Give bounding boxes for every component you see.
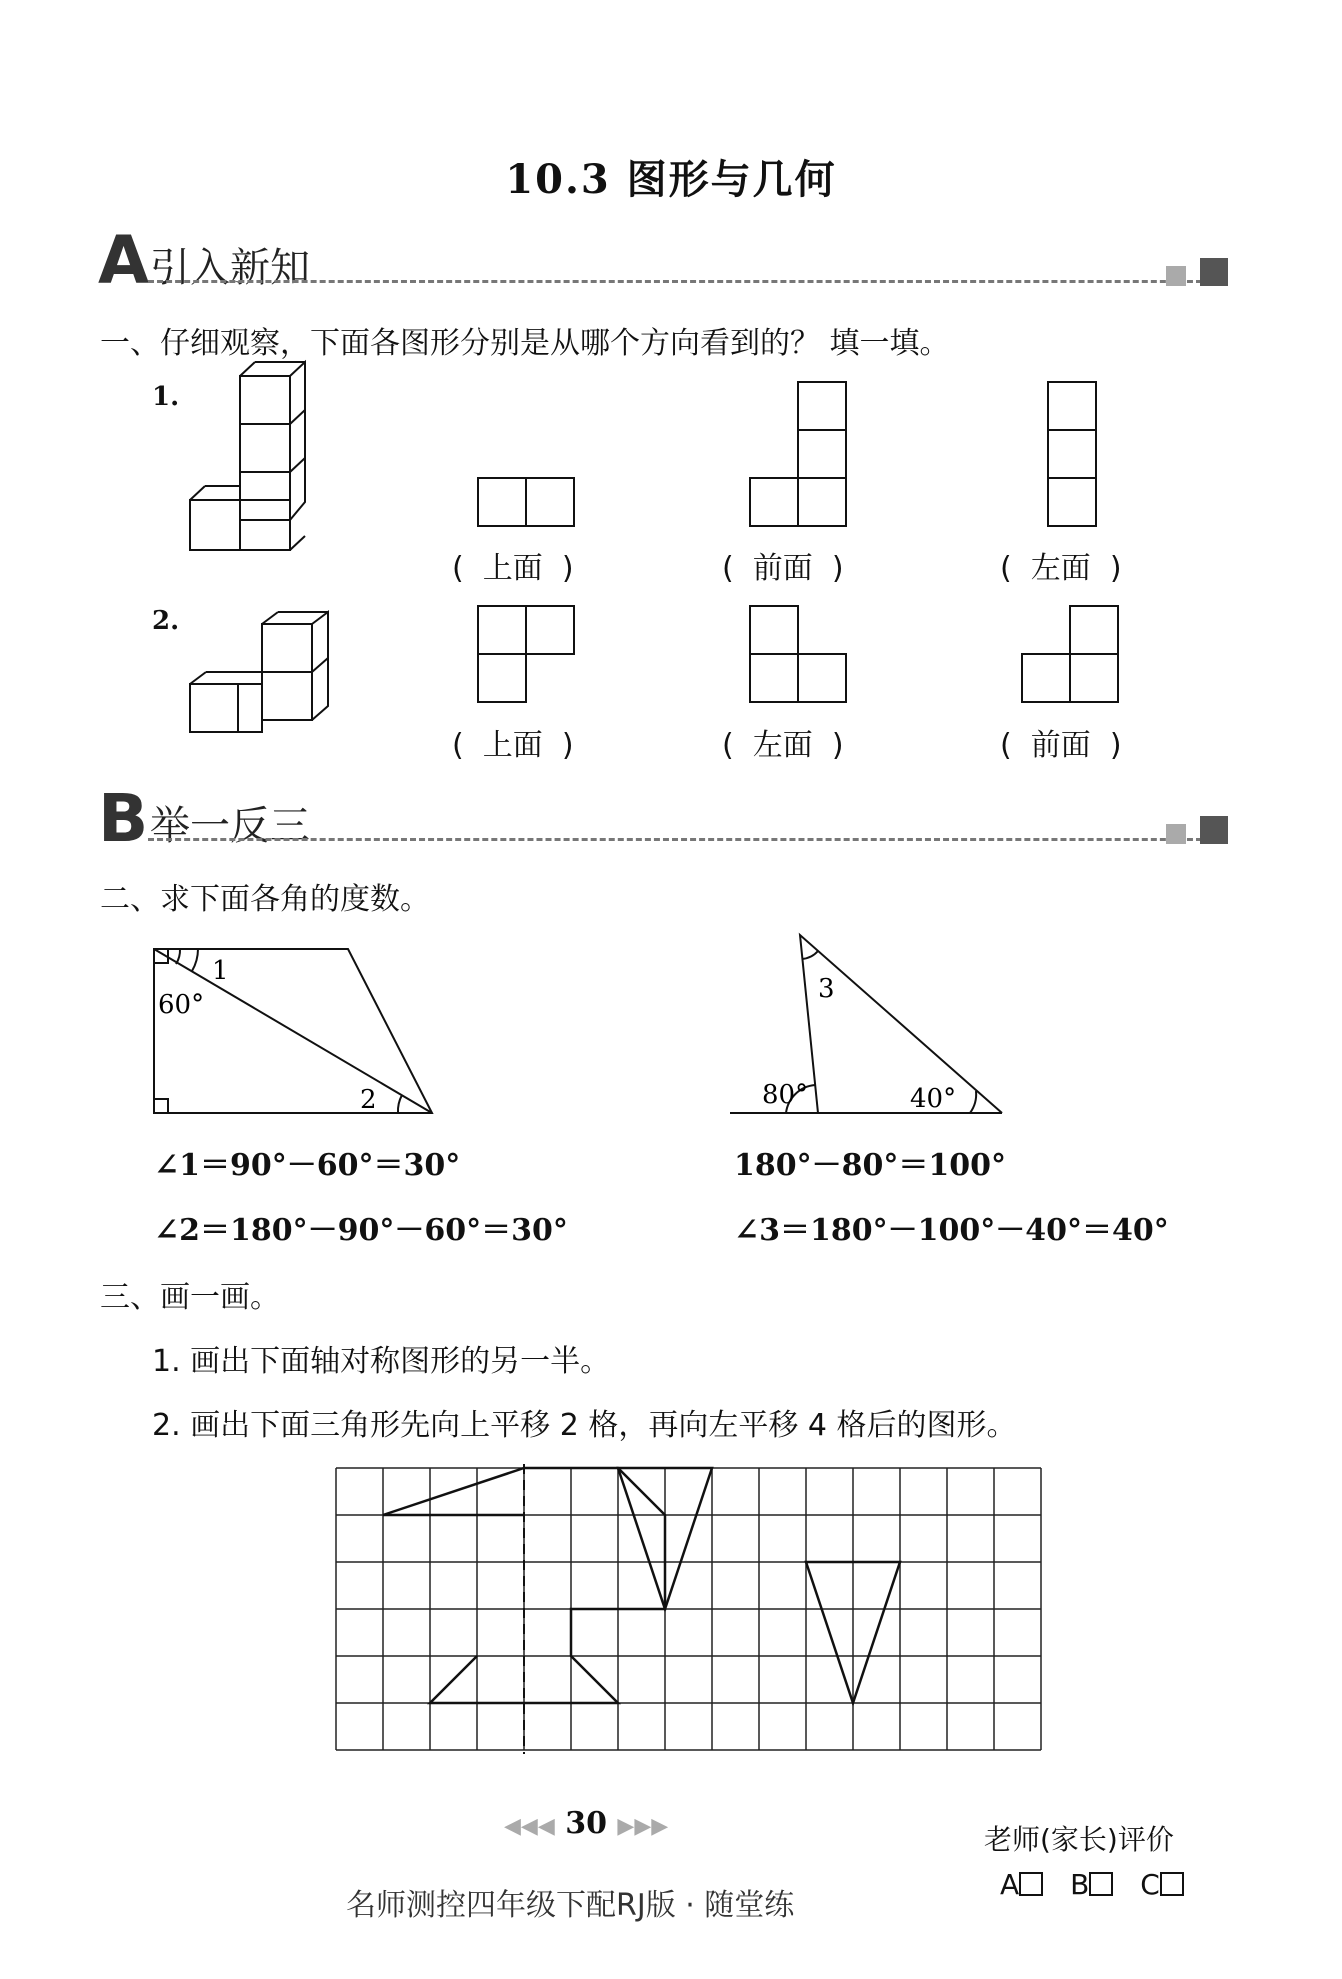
question-2-text: 二、求下面各角的度数。: [100, 882, 430, 917]
item-1-number: 1.: [152, 382, 180, 412]
angle-80-label: 80°: [762, 1080, 809, 1110]
section-a-header: [98, 222, 1228, 302]
equation-angle-2: ∠2＝180°－90°－60°＝30°: [154, 1213, 568, 1248]
answer-text: 前面: [752, 551, 813, 586]
section-a-letter: A: [98, 222, 150, 299]
angle-2-label: 2: [360, 1085, 377, 1115]
evaluation-grades: [1000, 1868, 1202, 1901]
prev-arrows-icon: ◀◀◀: [504, 1813, 555, 1839]
section-b-title: 举一反三: [150, 803, 310, 849]
answer-text: 左面: [752, 728, 813, 763]
grade-b-label: B: [1070, 1868, 1090, 1901]
item-2-view-top: [478, 606, 578, 706]
page-navigation: [504, 1806, 668, 1841]
question-3-text: 三、画一画。: [100, 1280, 280, 1315]
page-number: 30: [565, 1806, 607, 1841]
page-title: 10.3 图形与几何: [505, 156, 837, 203]
section-a-decor-square: [1166, 266, 1186, 286]
item-2-answer-3[interactable]: ( 前面 ): [1000, 728, 1122, 763]
book-footer: 名师测控四年级下配RJ版 · 随堂练: [346, 1888, 795, 1923]
section-b-decor-square: [1166, 824, 1186, 844]
item-2-answer-1[interactable]: ( 上面 ): [452, 728, 574, 763]
equation-angle-3: ∠3＝180°－100°－40°＝40°: [734, 1213, 1169, 1248]
item-2-cube-figure: [190, 612, 340, 742]
answer-text: 上面: [482, 551, 543, 586]
section-a-divider: [148, 280, 1202, 283]
item-1-view-top: [478, 478, 578, 530]
grade-c-checkbox[interactable]: [1160, 1872, 1184, 1896]
section-b-header: [98, 780, 1228, 860]
item-1-cube-figure: [190, 376, 310, 556]
answer-text: 左面: [1030, 551, 1091, 586]
question-3-sub-1: 1. 画出下面轴对称图形的另一半。: [152, 1344, 611, 1379]
item-1-answer-1[interactable]: ( 上面 ): [452, 551, 574, 586]
section-b-decor-square-dark: [1200, 816, 1228, 844]
equation-angle-1: ∠1＝90°－60°＝30°: [154, 1148, 461, 1183]
grade-b-checkbox[interactable]: [1089, 1872, 1113, 1896]
angle-60-label: 60°: [158, 990, 205, 1020]
item-1-answer-3[interactable]: ( 左面 ): [1000, 551, 1122, 586]
evaluation-label: 老师(家长)评价: [984, 1823, 1174, 1856]
item-2-number: 2.: [152, 606, 180, 636]
symmetric-figure-left-half: [383, 1468, 524, 1515]
next-arrows-icon: ▶▶▶: [617, 1813, 669, 1839]
section-a-title: 引入新知: [150, 245, 310, 291]
item-1-view-left: [1048, 382, 1100, 532]
trapezoid-figure: [150, 945, 450, 1125]
item-1-answer-2[interactable]: ( 前面 ): [722, 551, 844, 586]
item-2-answer-2[interactable]: ( 左面 ): [722, 728, 844, 763]
item-1-view-front: [750, 382, 850, 532]
question-3-sub-2: 2. 画出下面三角形先向上平移 2 格，再向左平移 4 格后的图形。: [152, 1408, 1017, 1443]
item-2-view-left: [750, 606, 850, 706]
section-a-decor-square-dark: [1200, 258, 1228, 286]
equation-step-100: 180°－80°＝100°: [734, 1148, 1006, 1183]
question-1-text: 一、仔细观察，下面各图形分别是从哪个方向看到的？ 填一填。: [100, 326, 950, 361]
angle-3-label: 3: [818, 974, 835, 1004]
grade-a-checkbox[interactable]: [1019, 1872, 1043, 1896]
angle-1-label: 1: [212, 956, 229, 986]
item-2-view-front: [1022, 606, 1122, 706]
grade-a-label: A: [1000, 1868, 1020, 1901]
section-b-divider: [148, 838, 1202, 841]
drawing-grid[interactable]: [336, 1468, 1046, 1758]
section-b-letter: B: [98, 780, 149, 857]
grade-c-label: C: [1140, 1868, 1160, 1901]
answer-text: 上面: [482, 728, 543, 763]
triangle-figure: [730, 935, 1010, 1115]
angle-40-label: 40°: [910, 1084, 957, 1114]
answer-text: 前面: [1030, 728, 1091, 763]
